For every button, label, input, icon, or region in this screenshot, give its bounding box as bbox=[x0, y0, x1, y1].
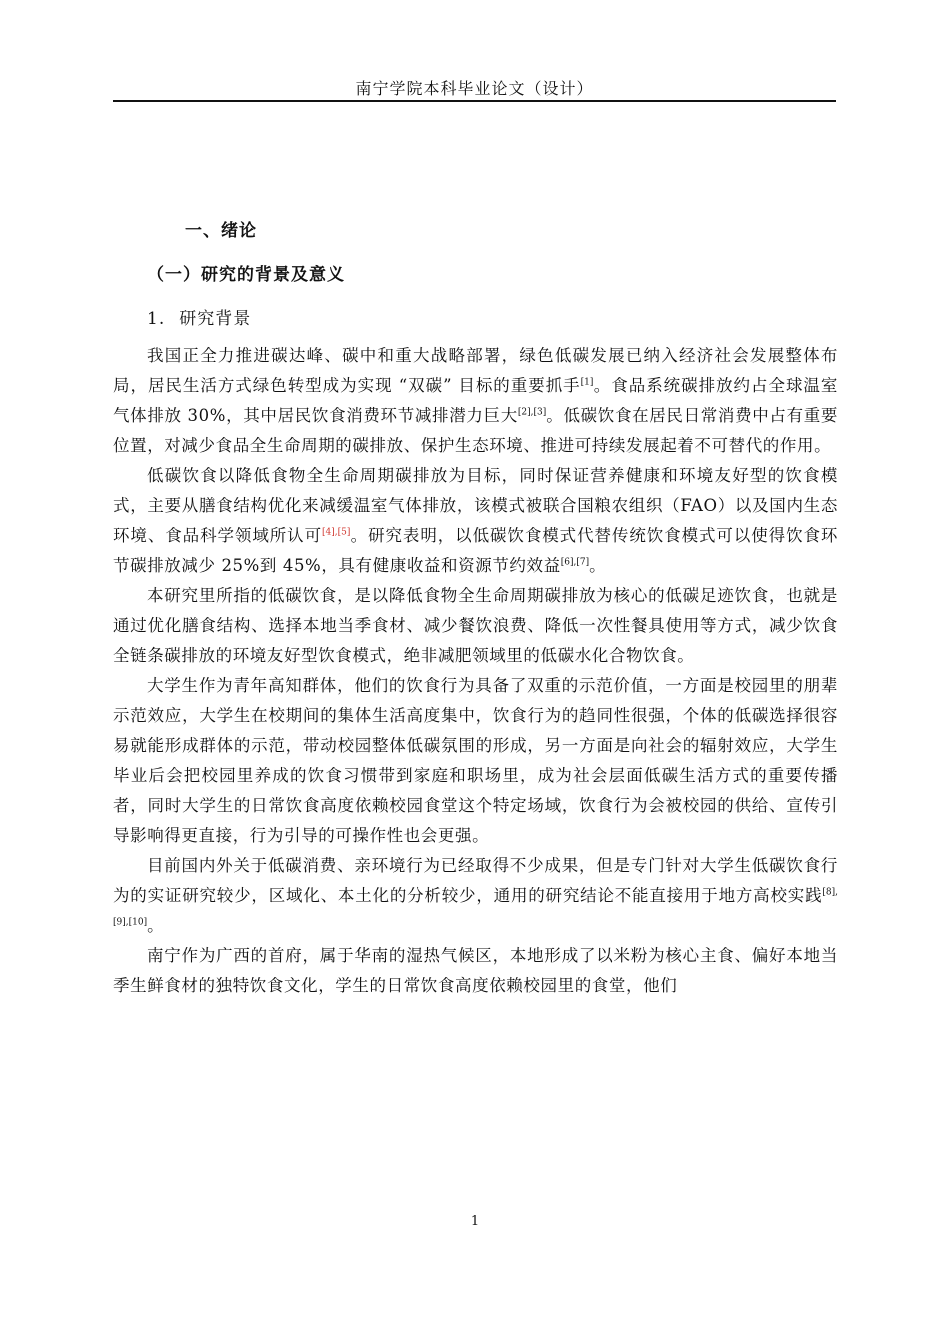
body-text bbox=[113, 341, 838, 1001]
citation: [2],[3] bbox=[517, 407, 547, 418]
running-header: 南宁学院本科毕业论文（设计） bbox=[355, 79, 594, 98]
text-run: 。 bbox=[147, 916, 165, 935]
paragraph-3: 本研究里所指的低碳饮食，是以降低食物全生命周期碳排放为核心的低碳足迹饮食，也就是通过优化膳食结构、选择本地当季食材、减少餐饮浪费、降低一次性餐具使用等方式，减少饮食全链条碳排放的环境友好型饮食模式，绝非减肥领域里的低碳水化合物饮食。 bbox=[113, 586, 838, 665]
text-run: 。 bbox=[589, 556, 607, 575]
text-run: 。食品系统碳排放约占全球温室气体排放 30%，其中居民饮食消费环节减排潜力巨大 bbox=[113, 376, 838, 425]
paragraph-1 bbox=[113, 341, 838, 461]
text-run: 我国正全力推进碳达峰、碳中和重大战略部署，绿色低碳发展已纳入经济社会发展整体布局，居民生活方式绿色转型成为实现 “双碳” 目标的重要抓手 bbox=[113, 346, 838, 395]
subsection-title: 研究背景 bbox=[179, 309, 252, 329]
paragraph-2 bbox=[113, 461, 838, 581]
chapter-heading: 一、绪论 bbox=[185, 221, 257, 241]
text-run: 目前国内外关于低碳消费、亲环境行为已经取得不少成果，但是专门针对大学生低碳饮食行为的实证研究较少，区域化、本土化的分析较少，通用的研究结论不能直接用于地方高校实践 bbox=[113, 856, 838, 905]
text-run: 。低碳饮食在居民日常消费中占有重要位置，对减少食品全生命周期的碳排放、保护生态环境、推进可持续发展起着不可替代的作用。 bbox=[113, 406, 839, 455]
text-run: 。研究表明，以低碳饮食模式代替传统饮食模式可以使得饮食环节碳排放减少 25%到 45%，具有健康收益和资源节约效益 bbox=[113, 526, 838, 575]
header-rule bbox=[113, 100, 836, 102]
text-run: 低碳饮食以降低食物全生命周期碳排放为目标，同时保证营养健康和环境友好型的饮食模式，主要从膳食结构优化来减缓温室气体排放，该模式被联合国粮农组织（FAO）以及国内生态环境、食品科学领域所认可 bbox=[113, 466, 838, 545]
section-heading: （一）研究的背景及意义 bbox=[147, 265, 345, 285]
citation: [1] bbox=[580, 377, 594, 388]
citation: [8],[9],[10] bbox=[113, 887, 838, 928]
citation-link[interactable]: [4] bbox=[322, 527, 335, 538]
page-number: 1 bbox=[470, 1214, 480, 1229]
subsection-number: 1. bbox=[147, 309, 166, 329]
paragraph-6: 南宁作为广西的首府，属于华南的湿热气候区，本地形成了以米粉为核心主食、偏好本地当季生鲜食材的独特饮食文化，学生的日常饮食高度依赖校园里的食堂，他们 bbox=[113, 946, 838, 995]
citation-link[interactable]: ,[5] bbox=[334, 527, 351, 538]
paragraph-4: 大学生作为青年高知群体，他们的饮食行为具备了双重的示范价值，一方面是校园里的朋辈示范效应，大学生在校期间的集体生活高度集中，饮食行为的趋同性很强，个体的低碳选择很容易就能形成群体的示范，带动校园整体低碳氛围的形成，另一方面是向社会的辐射效应，大学生毕业后会把校园里养成的饮食习惯带到家庭和职场里，成为社会层面低碳生活方式的重要传播者，同时大学生的日常饮食高度依赖校园食堂这个特定场域，饮食行为会被校园的供给、宣传引导影响得更直接，行为引导的可操作性也会更强。 bbox=[113, 676, 838, 845]
citation: [6],[7] bbox=[560, 557, 590, 568]
subsection-heading bbox=[147, 304, 251, 329]
paragraph-5 bbox=[113, 851, 838, 941]
